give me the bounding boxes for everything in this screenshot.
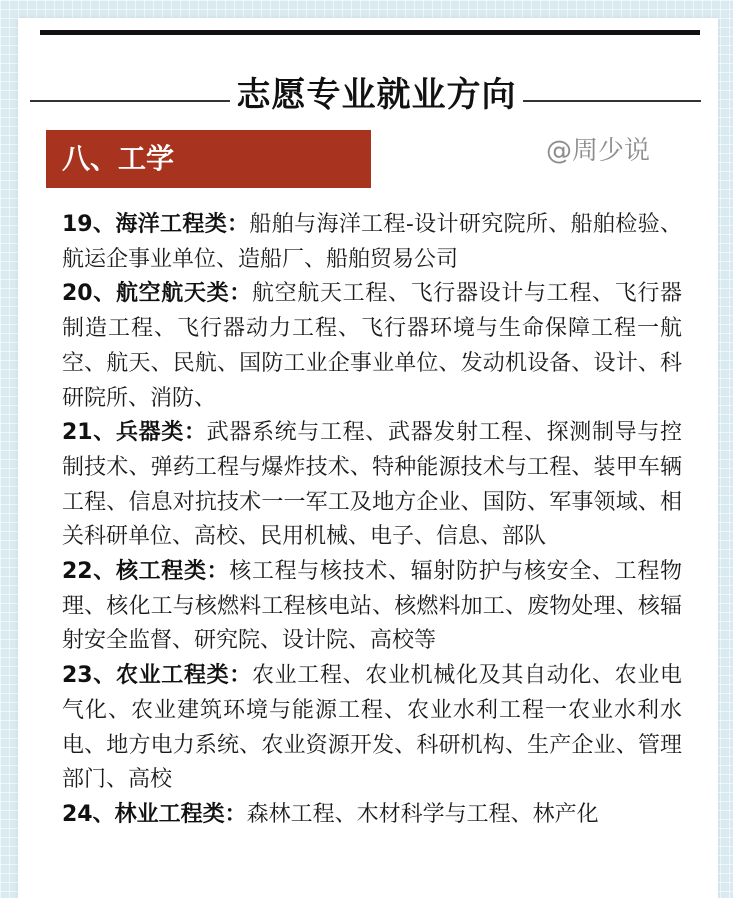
major-entry-title: 24、林业工程类： xyxy=(62,801,247,827)
section-banner xyxy=(46,130,371,188)
major-entry-23 xyxy=(62,659,682,798)
major-entry-text: 核工程与核技术、辐射防护与核安全、工程物理、核化工与核燃料工程核电站、核燃料加工、废物处理、核辐射安全监督、研究院、设计院、高校等 xyxy=(62,559,682,654)
major-entry-title: 22、核工程类： xyxy=(62,559,230,585)
title-line-right xyxy=(523,100,701,102)
major-entry-text: 航空航天工程、飞行器设计与工程、飞行器制造工程、飞行器动力工程、飞行器环境与生命保障工程一航空、航天、民航、国防工业企事业单位、发动机设备、设计、科研院所、消防、 xyxy=(62,281,682,411)
major-entry-22 xyxy=(62,555,682,659)
content-card xyxy=(18,18,718,898)
major-entry-title: 23、农业工程类： xyxy=(62,663,252,689)
major-entry-19 xyxy=(62,208,682,277)
major-entry-title: 20、航空航天类： xyxy=(62,281,252,307)
major-list xyxy=(62,208,682,833)
top-divider-bar xyxy=(40,30,700,35)
major-entry-21 xyxy=(62,416,682,555)
page-title: 志愿专业就业方向 xyxy=(236,75,517,115)
major-entry-title: 19、海洋工程类： xyxy=(62,212,250,237)
title-row xyxy=(18,70,718,120)
author-watermark: @周少说 xyxy=(546,136,651,166)
major-entry-title: 21、兵器类： xyxy=(62,420,207,446)
major-entry-text: 船舶与海洋工程-设计研究院所、船舶检验、航运企事业单位、造船厂、船舶贸易公司 xyxy=(62,212,682,272)
section-label: 八、工学 xyxy=(62,142,175,175)
major-entry-24 xyxy=(62,798,682,833)
major-entry-text: 森林工程、木材科学与工程、林产化 xyxy=(246,801,599,827)
major-entry-20 xyxy=(62,277,682,416)
title-line-left xyxy=(30,100,230,102)
major-entry-text: 农业工程、农业机械化及其自动化、农业电气化、农业建筑环境与能源工程、农业水利工程一农业水利水电、地方电力系统、农业资源开发、科研机构、生产企业、管理部门、高校 xyxy=(62,663,682,793)
major-entry-text: 武器系统与工程、武器发射工程、探测制导与控制技术、弹药工程与爆炸技术、特种能源技术与工程、装甲车辆工程、信息对抗技术一一军工及地方企业、国防、军事领域、相关科研单位、高校、民用机械、电子、信息、部队 xyxy=(62,420,682,550)
